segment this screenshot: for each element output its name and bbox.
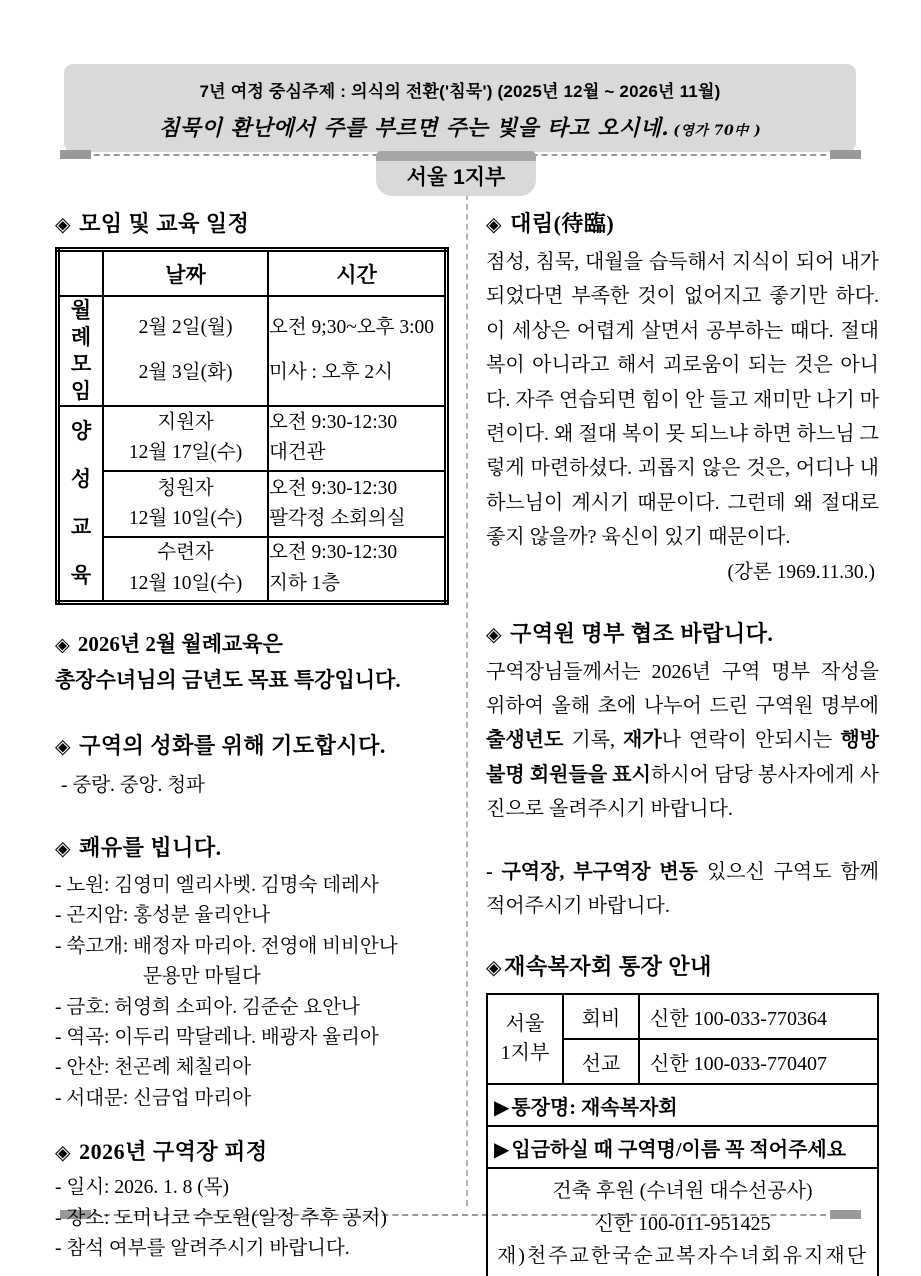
table-row-account-name xyxy=(487,1084,878,1126)
diamond-bullet-icon: ◈ xyxy=(486,214,503,236)
verse-reference: (영가 70中 ) xyxy=(673,123,762,139)
building-support-cell: 건축 후원 (수녀원 대수선공사) 신한 100-011-951425 재)천주교한국순교복자수녀회유지재단 xyxy=(487,1168,878,1276)
table-row-monthly xyxy=(58,296,447,406)
account-type: 회비 xyxy=(563,994,639,1039)
list-item: - 곤지암: 홍성분 율리안나 xyxy=(55,905,270,927)
diamond-bullet-icon: ◈ xyxy=(486,957,503,980)
retreat-list xyxy=(55,1173,449,1264)
table-row-membership xyxy=(487,994,878,1039)
list-item: - 안산: 천곤례 체칠리아 xyxy=(55,1057,252,1079)
novice-times: 오전 9:30-12:30 지하 1층 xyxy=(268,537,447,603)
divider-cap xyxy=(830,150,861,159)
monthly-times: 오전 9;30~오후 3:00 미사 : 오후 2시 xyxy=(268,296,447,406)
branch-tab-strip xyxy=(376,151,536,161)
diamond-bullet-icon: ◈ xyxy=(55,838,72,860)
applicant-times: 오전 9:30-12:30 대건관 xyxy=(268,406,447,472)
advent-source: (강론 1969.11.30.) xyxy=(727,561,875,583)
list-item: - 쑥고개: 배정자 마리아. 전영애 비비안나 xyxy=(55,935,398,957)
column-header-date: 날짜 xyxy=(103,250,268,297)
account-number: 신한 100-033-770407 xyxy=(639,1039,878,1084)
recovery-list xyxy=(55,871,449,1114)
account-number: 신한 100-033-770364 xyxy=(639,994,878,1039)
section-heading-retreat: ◈ 2026년 구역장 피정 xyxy=(55,1139,268,1165)
table-row-building-support xyxy=(487,1168,878,1276)
column-header-time: 시간 xyxy=(268,250,447,297)
postulant-dates: 청원자 12월 10일(수) xyxy=(103,471,268,537)
list-item: - 역곡: 이두리 막달레나. 배광자 율리아 xyxy=(55,1027,379,1049)
diamond-bullet-icon: ◈ xyxy=(55,736,72,758)
table-header-row xyxy=(58,250,447,297)
section-heading-accounts: ◈재속복자회 통장 안내 xyxy=(486,954,712,980)
roster-note: - 구역장, 부구역장 변동 있으신 구역도 함께 적어주시기 바랍니다. xyxy=(486,861,880,918)
diamond-bullet-icon: ◈ xyxy=(55,214,72,236)
table-row-postulant xyxy=(58,471,447,537)
retreat-section xyxy=(55,1135,449,1264)
arrow-bullet-icon: ▶ xyxy=(494,1138,510,1161)
table-row-novice xyxy=(58,537,447,603)
section-heading-prayer: ◈ 구역의 성화를 위해 기도합시다. xyxy=(55,733,386,758)
deposit-note: ▶ 입금하실 때 구역명/이름 꼭 적어주세요 xyxy=(487,1126,878,1168)
account-name-note: ▶ 통장명: 재속복자회 xyxy=(487,1084,878,1126)
applicant-dates: 지원자 12월 17일(수) xyxy=(103,406,268,472)
advent-body: 점성, 침묵, 대월을 습득해서 지식이 되어 내가 되었다면 부족한 것이 없어지고 좋기만 하다. 이 세상은 어렵게 살면서 공부하는 때다. 절대 복이 아니라고 해서 괴로움이 되는 것은 아니다. 자주 연습되면 힘이 안 들고 재미만 나기 마련이다. 왜 절대 복이 못 되느냐 하면 하느님 그렇게 마련하셨다. 괴롭지 않은 것은, 어디나 내 하느님이 계시기 때문이다. 그런데 왜 절대로 좋지 않을까? 육신이 있기 때문이다. xyxy=(486,251,879,549)
section-heading-advent: ◈ 대림(待臨) xyxy=(486,211,615,236)
arrow-bullet-icon: ▶ xyxy=(494,1096,510,1119)
section-heading-roster: ◈ 구역원 명부 협조 바랍니다. xyxy=(486,620,774,646)
list-item: - 금호: 허영희 소피아. 김준순 요안나 xyxy=(55,996,360,1018)
schedule-table xyxy=(55,247,449,605)
diamond-bullet-icon: ◈ xyxy=(55,634,70,656)
list-item: - 참석 여부를 알려주시기 바랍니다. xyxy=(55,1238,350,1260)
theme-title: 7년 여정 중심주제 : 의식의 전환('침묵') (2025년 12월 ~ 2026년 11월) xyxy=(199,82,721,101)
list-item: - 노원: 김영미 엘리사벳. 김명숙 데레사 xyxy=(55,875,379,896)
accounts-table xyxy=(486,993,879,1276)
section-heading-recovery: ◈ 쾌유를 빕니다. xyxy=(55,835,222,860)
branch-tab xyxy=(376,151,536,196)
center-dashed-divider xyxy=(466,174,468,1206)
monthly-dates: 2월 2일(월) 2월 3일(화) xyxy=(103,296,268,406)
verse-text: 침묵이 환난에서 주를 부르면 주는 빛을 타고 오시네. xyxy=(158,116,670,141)
left-column xyxy=(55,207,449,1264)
prayer-section xyxy=(55,729,449,797)
diamond-bullet-icon: ◈ xyxy=(55,1142,72,1165)
diamond-bullet-icon: ◈ xyxy=(486,623,503,646)
list-item: - 서대문: 신금업 마리아 xyxy=(55,1087,252,1109)
list-item: 문용만 마틸다 xyxy=(143,966,261,988)
group-label-training: 양성교육 xyxy=(58,406,104,603)
monthly-education-note: ◈ 2026년 2월 월례교육은 총장수녀님의 금년도 목표 특강입니다. xyxy=(55,631,401,692)
right-column xyxy=(486,207,879,1276)
section-heading-schedule: ◈ 모임 및 교육 일정 xyxy=(55,211,250,236)
corner-cell xyxy=(58,250,104,297)
table-row-deposit-note xyxy=(487,1126,878,1168)
postulant-times: 오전 9:30-12:30 팔각정 소회의실 xyxy=(268,471,447,537)
roster-body: 구역장님들께서는 2026년 구역 명부 작성을 위하여 올해 초에 나누어 드린 구역원 명부에 출생년도 기록, 재가나 연락이 안되시는 행방불명 회원들을 표시하시어 담당 봉사자에게 사진으로 올려주시기 바랍니다. xyxy=(486,660,880,821)
branch-cell: 서울 1지부 xyxy=(487,994,563,1084)
table-row-applicant xyxy=(58,406,447,472)
novice-dates: 수련자 12월 10일(수) xyxy=(103,537,268,603)
list-item: - 일시: 2026. 1. 8 (목) xyxy=(55,1177,230,1199)
group-label-monthly: 월례모임 xyxy=(58,296,104,406)
divider-cap xyxy=(60,150,91,159)
prayer-districts: - 중랑. 중앙. 청파 xyxy=(61,775,205,796)
account-type: 선교 xyxy=(563,1039,639,1084)
list-item: - 장소: 도미니코 수도원(일정 추후 공지) xyxy=(55,1207,387,1229)
accounts-section xyxy=(486,950,879,1276)
recovery-section xyxy=(55,831,449,1114)
theme-verse xyxy=(64,111,856,142)
roster-section xyxy=(486,617,879,924)
branch-tab-label: 서울 1지부 xyxy=(376,161,536,196)
theme-banner xyxy=(64,64,856,152)
